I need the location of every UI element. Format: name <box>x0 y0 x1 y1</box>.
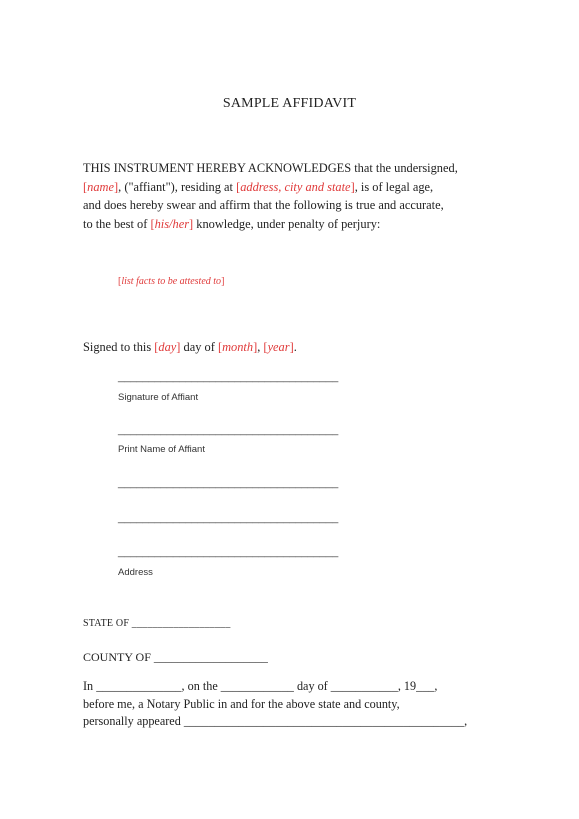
month-placeholder: month <box>222 340 254 354</box>
bracket: ] <box>189 216 194 231</box>
signature-line: ____________________________________ <box>118 371 339 383</box>
bracket: ] <box>350 179 355 194</box>
name-placeholder: name <box>87 179 114 194</box>
intro-line-4-end: knowledge, under penalty of perjury: <box>193 216 381 231</box>
address-line-2: ____________________________________ <box>118 512 339 524</box>
intro-paragraph <box>83 159 503 233</box>
print-name-line: ____________________________________ <box>118 424 339 436</box>
address-line-1: ____________________________________ <box>118 477 339 489</box>
intro-line-4-start: to the best of <box>83 216 151 231</box>
notary-line-1: In ______________, on the ____________ day of ___________, 19___, <box>83 679 438 693</box>
intro-line-1: THIS INSTRUMENT HEREBY ACKNOWLEDGES that the undersigned, <box>83 161 458 175</box>
county-of-line: COUNTY OF ___________________ <box>83 650 268 664</box>
signed-start: Signed to this <box>83 340 155 354</box>
address-line-3: ____________________________________ <box>118 546 339 558</box>
bracket: ] <box>221 276 225 287</box>
page-title: SAMPLE AFFIDAVIT <box>222 96 357 111</box>
notary-paragraph <box>83 678 467 731</box>
intro-line-2 <box>83 178 503 197</box>
facts-placeholder <box>118 276 224 287</box>
bracket: [ <box>118 276 122 287</box>
bracket: ] <box>113 179 119 194</box>
bracket: [ <box>154 340 159 354</box>
intro-line-2-end: , is of legal age, <box>354 179 434 194</box>
bracket: ] <box>253 340 258 354</box>
intro-line-2-text: , ("affiant"), residing at <box>118 179 237 194</box>
bracket: [ <box>263 340 268 354</box>
bracket: [ <box>150 216 155 231</box>
facts-text: list facts to be attested to <box>121 276 222 287</box>
signed-mid: day of <box>180 340 218 354</box>
bracket: [ <box>236 179 241 194</box>
address-label: Address <box>118 567 153 578</box>
intro-line-4 <box>83 215 503 234</box>
bracket: ] <box>176 340 181 354</box>
print-name-label: Print Name of Affiant <box>118 444 205 455</box>
his-her-placeholder: his/her <box>154 216 190 231</box>
signed-line <box>83 340 297 355</box>
day-placeholder: day <box>158 340 177 354</box>
bracket: [ <box>83 179 88 194</box>
bracket: ] <box>289 340 294 354</box>
intro-line-3: and does hereby swear and affirm that the following is true and accurate, <box>83 198 444 212</box>
state-of-line: STATE OF ___________________ <box>83 618 231 629</box>
address-placeholder: address, city and state <box>240 179 351 194</box>
notary-line-3: personally appeared ______________________________________________, <box>83 714 468 728</box>
notary-line-2: before me, a Notary Public in and for the above state and county, <box>83 696 400 711</box>
signed-sep: , <box>257 340 264 354</box>
signed-end: . <box>293 340 297 354</box>
year-placeholder: year <box>267 340 290 354</box>
bracket: [ <box>217 340 223 354</box>
signature-label: Signature of Affiant <box>118 392 199 403</box>
